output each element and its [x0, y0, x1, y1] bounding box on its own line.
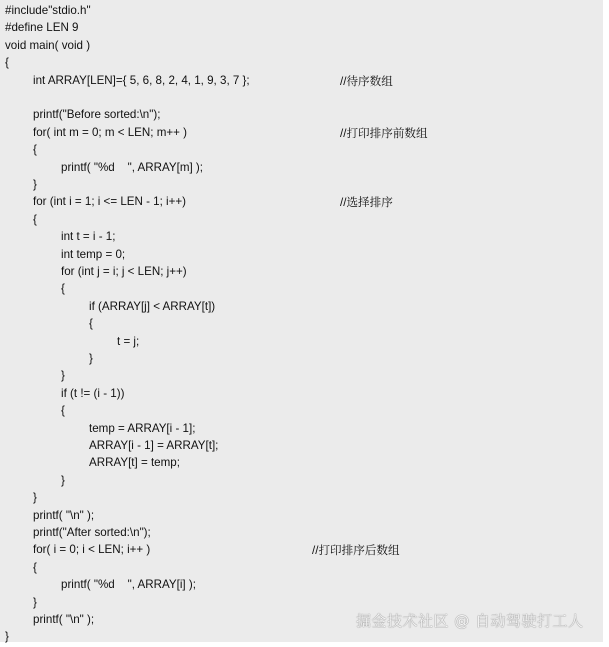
code-comment: //选择排序	[340, 196, 393, 210]
code-line: if (ARRAY[j] < ARRAY[t])	[89, 299, 216, 313]
code-comment: //打印排序前数组	[340, 126, 428, 140]
code-line: if (t != (i - 1))	[61, 386, 125, 400]
code-line: for( i = 0; i < LEN; i++ )	[33, 543, 151, 557]
code-line: int t = i - 1;	[61, 230, 116, 244]
code-comment: //待序数组	[340, 74, 393, 88]
code-line: for (int j = i; j < LEN; j++)	[61, 265, 187, 278]
code-line: for( int m = 0; m < LEN; m++ )	[33, 125, 187, 139]
code-line: int temp = 0;	[61, 247, 126, 261]
code-line: {	[33, 560, 37, 574]
code-line: for (int i = 1; i <= LEN - 1; i++)	[33, 195, 187, 209]
code-line: printf( "%d ", ARRAY[m] );	[61, 160, 204, 174]
code-line: }	[33, 491, 37, 505]
code-line: {	[33, 212, 37, 226]
code-line: }	[89, 352, 93, 365]
code-line: printf( "\n" );	[33, 613, 95, 626]
code-line: }	[5, 630, 9, 644]
code-line: }	[33, 178, 37, 191]
code-comment: //打印排序后数组	[312, 544, 400, 558]
code-line: {	[5, 56, 9, 70]
code-line: }	[61, 473, 65, 487]
code-line: printf( "%d ", ARRAY[i] );	[61, 578, 196, 592]
code-line: }	[33, 595, 37, 609]
code-line: ARRAY[i - 1] = ARRAY[t];	[89, 439, 219, 452]
code-line: {	[89, 317, 93, 331]
code-line: printf("After sorted:\n");	[33, 526, 151, 539]
code-line: }	[61, 369, 65, 383]
code-line: {	[61, 404, 65, 418]
code-line: t = j;	[117, 334, 140, 348]
code-line: printf("Before sorted:\n");	[33, 108, 161, 122]
code-line: {	[33, 143, 37, 157]
code-line: ARRAY[t] = temp;	[89, 456, 180, 470]
code-line: {	[61, 282, 65, 296]
code-line: #include"stdio.h"	[5, 4, 91, 17]
code-line: void main( void )	[5, 38, 91, 52]
code-line: #define LEN 9	[5, 21, 79, 35]
code-line: int ARRAY[LEN]={ 5, 6, 8, 2, 4, 1, 9, 3, 7 };	[33, 73, 250, 87]
code-line: printf( "\n" );	[33, 508, 95, 522]
code-line: temp = ARRAY[i - 1];	[89, 421, 196, 435]
watermark: 掘金技术社区 @ 自动驾驶打工人	[356, 612, 584, 630]
